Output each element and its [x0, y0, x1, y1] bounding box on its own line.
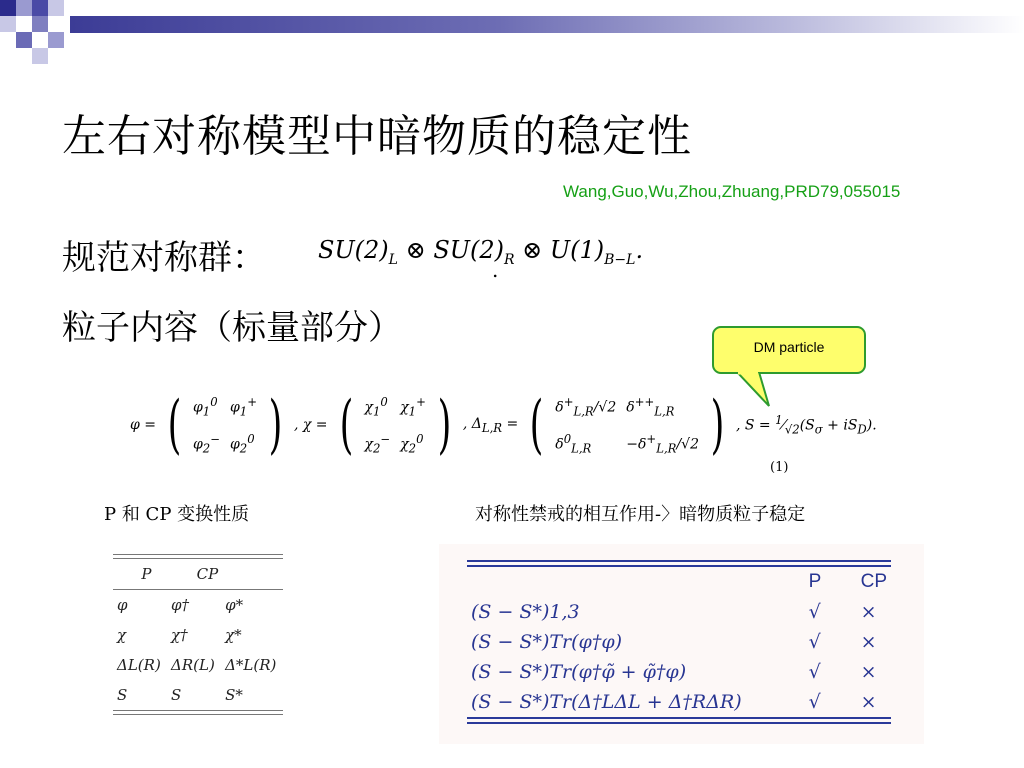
dm-particle-callout: [712, 326, 866, 374]
slide-title: 左右对称模型中暗物质的稳定性: [62, 111, 692, 162]
header-band: [70, 16, 1024, 33]
scalar-field-equation: φ = ( $\varphi_1^0$ $\varphi_1^+$ $\varphi_2^-$ $\varphi_2^0$ ) , χ = ( $\chi_1^0$ $\chi_1^+$ $\chi_2^-$ $\chi_2^0$ ) , $\Delta_{L,R}$ = ( $\delta^+_{L,R}/√2$ $\delta^{++}_{L,R}$ $\delta^0_{L,R}$ $-\delta^+_{L,R}/√2$ ) , $S = ^1⁄_{√2}(S_\sigma + iS_D)$.: [130, 388, 877, 462]
transformation-table: [113, 554, 283, 715]
table-row: S S S*: [117, 686, 243, 704]
table-row: φ φ† φ*: [117, 596, 244, 614]
equation-number: (1): [770, 460, 789, 475]
subtitle-p-cp: P 和 CP 变换性质: [104, 504, 250, 525]
table-row: (S − S*)Tr(φ†φ) √ ×: [471, 631, 877, 653]
table-row: χ χ† χ*: [117, 626, 242, 644]
particle-content-heading: 粒子内容（标量部分）: [62, 308, 402, 348]
reference-citation: Wang,Guo,Wu,Zhou,Zhuang,PRD79,055015: [563, 182, 901, 201]
gauge-group-expression: $SU(2)_L$ ⊗ $SU(2)_R$ ⊗ $U(1)_{B-L}$.: [318, 236, 644, 268]
gauge-group-label: 规范对称群：: [62, 238, 266, 278]
table-row: (S − S*)Tr(Δ†LΔL + Δ†RΔR) √ ×: [471, 691, 877, 713]
interaction-table: [467, 560, 891, 724]
subtitle-forbidden-interactions: 对称性禁戒的相互作用-〉暗物质粒子稳定: [475, 504, 806, 525]
stray-dot: .: [492, 258, 499, 282]
callout-text: DM particle: [753, 339, 825, 355]
table-header-row: P CP: [808, 571, 887, 592]
table-header-row: P CP: [141, 565, 219, 583]
table-row: (S − S*)1,3 √ ×: [471, 601, 877, 623]
table-row: (S − S*)Tr(φ†φ̃ + φ̃†φ) √ ×: [471, 661, 877, 683]
table-row: ΔL(R) ΔR(L) Δ*L(R): [117, 656, 277, 674]
